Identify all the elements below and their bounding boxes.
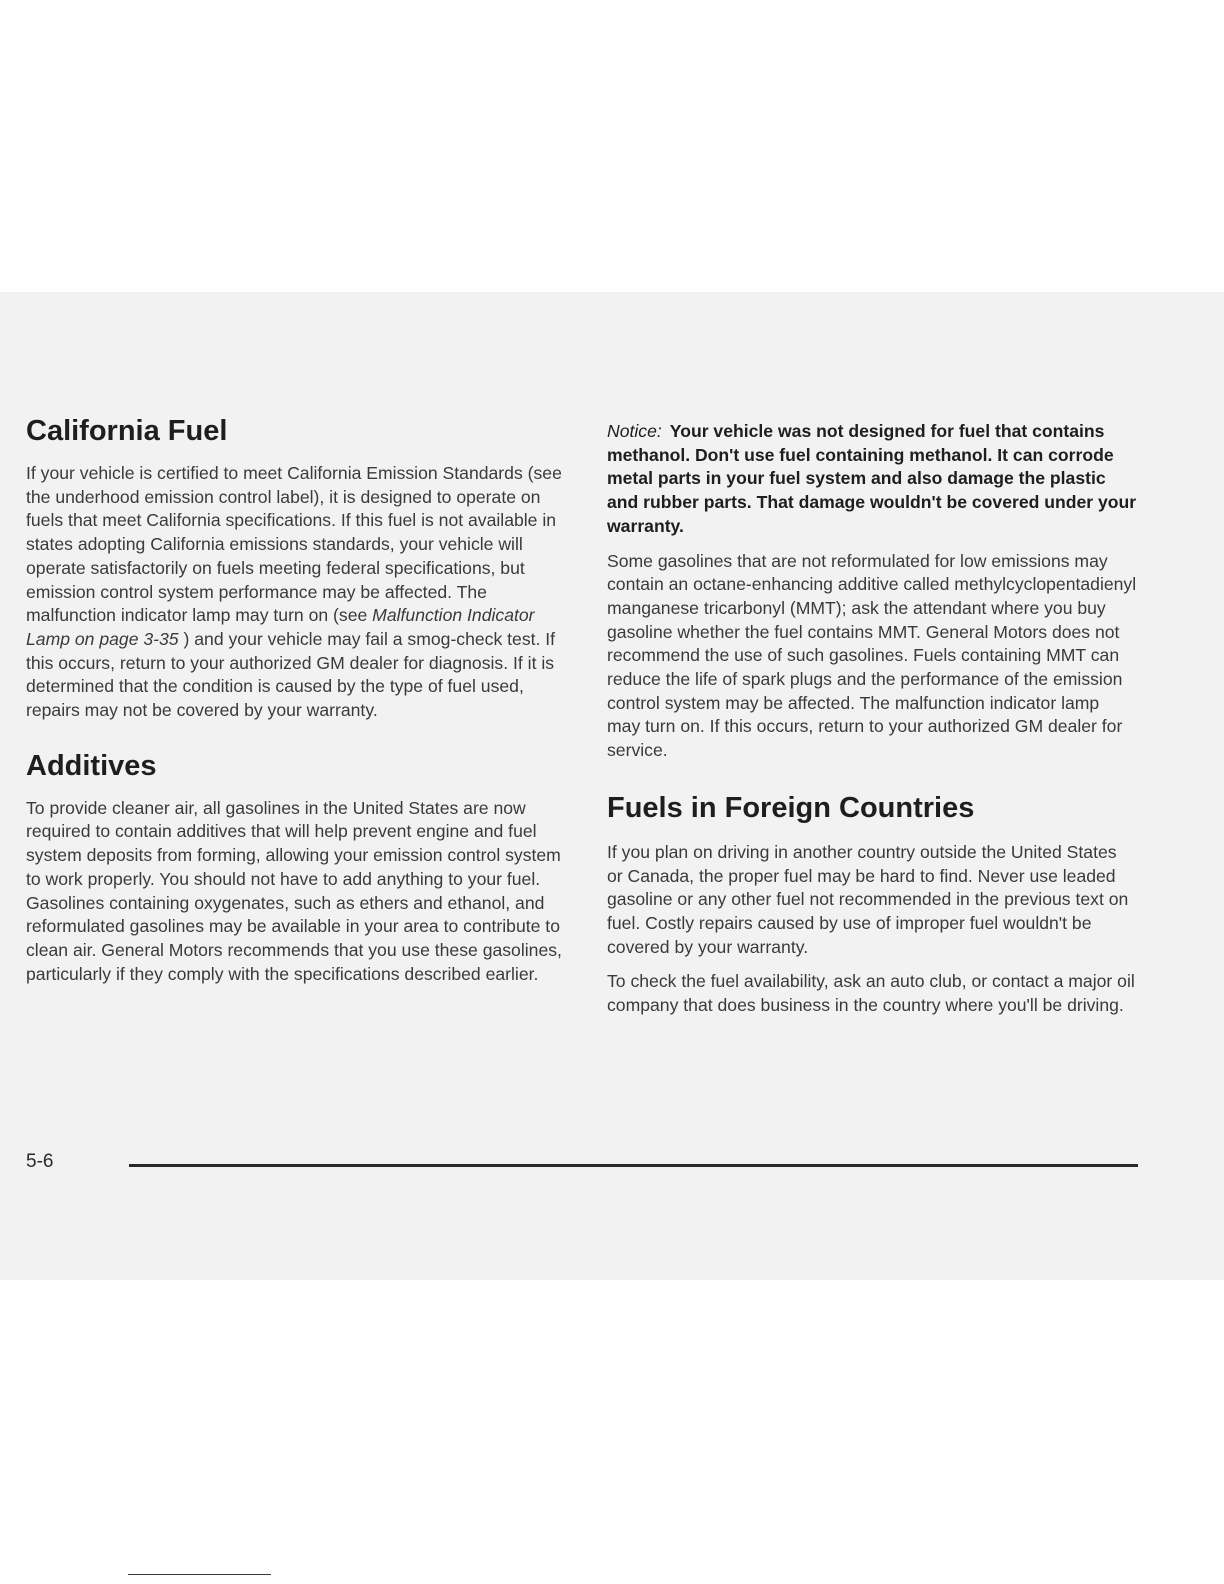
- notice-label: Notice:: [607, 421, 662, 441]
- foreign-travel-paragraph: If you plan on driving in another country outside the United States or Canada, the proper fuel may be hard to find. Never use leaded gasoline or any other fuel not recommended in the previous text on fuel. Costly repairs caused by use of improper fuel wouldn't be covered by your warranty.: [607, 841, 1129, 957]
- bottom-rule: [128, 1574, 271, 1575]
- additives-paragraph: To provide cleaner air, all gasolines in the United States are now required to contain additives that will help prevent engine and fuel system deposits from forming, allowing your emission control system to work properly. You should not have to add anything to your fuel. Gasolines containing oxygenates, such as ethers and ethanol, and reformulated gasolines may be available in your area to contribute to clean air. General Motors recommends that you use these gasolines, particularly if they comply with the specifications described earlier.: [26, 797, 562, 984]
- fuel-availability-paragraph: To check the fuel availability, ask an auto club, or contact a major oil company that does business in the country where you'll be driving.: [607, 971, 1135, 1016]
- california-fuel-heading: California Fuel: [26, 415, 228, 447]
- notice-block: [607, 420, 1137, 539]
- notice-text: Your vehicle was not designed for fuel that contains methanol. Don't use fuel containing methanol. It can corrode metal parts in your fuel system and also damage the plastic and rubber parts. That damage wouldn't be covered under your warranty.: [607, 421, 1137, 536]
- california-fuel-paragraph: [26, 462, 566, 723]
- left-column: [26, 414, 566, 986]
- right-column: [607, 420, 1137, 1018]
- california-text-end: ) and your vehicle may fail a smog-check test. If this occurs, return to your authorized GM dealer for diagnosis. If it is determined that the condition is caused by the type of fuel used, repairs may not be covered by your warranty.: [26, 628, 556, 721]
- page-number: 5-6: [26, 1151, 54, 1172]
- footer-rule: [129, 1164, 1138, 1167]
- additives-heading: Additives: [26, 749, 157, 782]
- malfunction-lamp-reference-link[interactable]: Malfunction Indicator Lamp on page 3-35: [26, 605, 535, 649]
- foreign-countries-heading: Fuels in Foreign Countries: [607, 791, 975, 824]
- mmt-paragraph: Some gasolines that are not reformulated for low emissions may contain an octane-enhancing additive called methylcyclopentadienyl manganese tricarbonyl (MMT); ask the attendant where you buy gasoline whether the fuel contains MMT. General Motors does not recommend the use of such gasolines. Fuels containing MMT can reduce the life of spark plugs and the performance of the emission control system may be affected. The malfunction indicator lamp may turn on. If this occurs, return to your authorized GM dealer for service.: [607, 550, 1137, 761]
- california-text-start: If your vehicle is certified to meet California Emission Standards (see the underhood emission control label), it is designed to operate on fuels that meet California specifications. If this fuel is not available in states adopting California emissions standards, your vehicle will operate satisfactorily on fuels meeting federal specifications, but emission control system performance may be affected. The malfunction indicator lamp may turn on (see: [26, 463, 562, 626]
